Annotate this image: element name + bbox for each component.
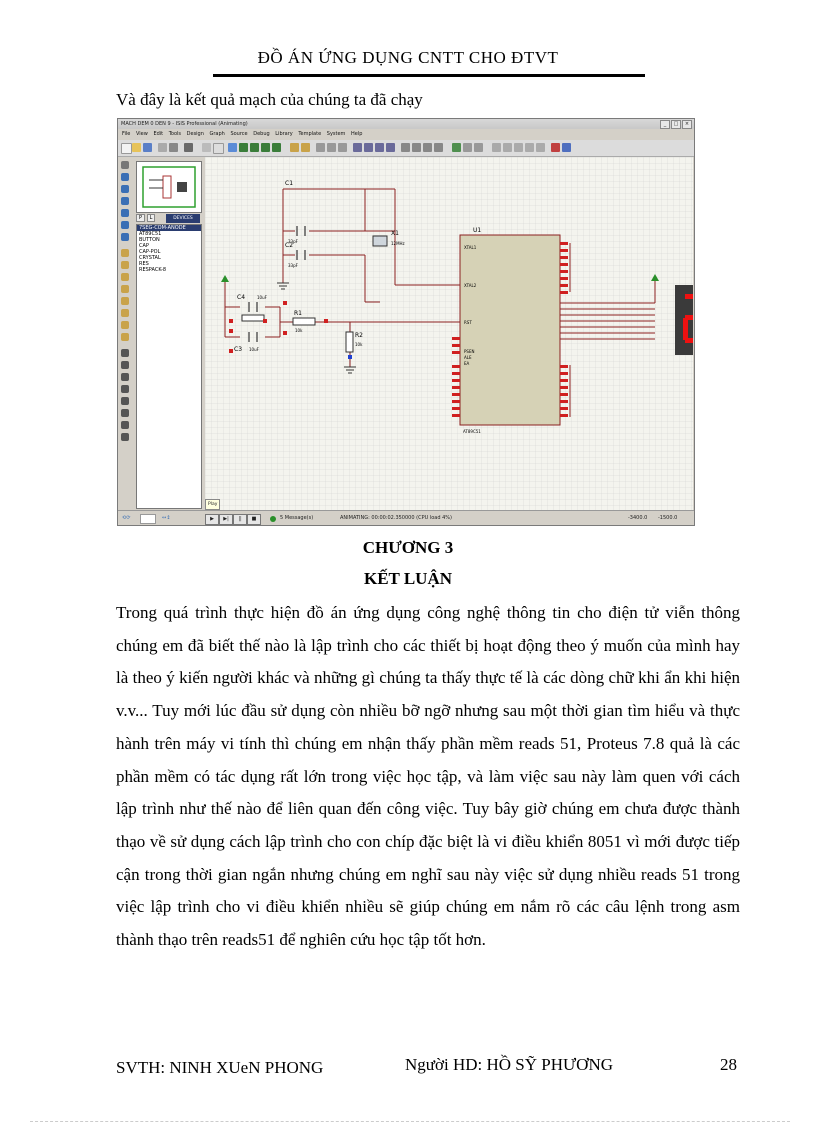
- goto-sheet-icon[interactable]: [514, 143, 523, 152]
- selection-mode-icon[interactable]: [121, 161, 129, 169]
- menu-system[interactable]: System: [326, 131, 346, 137]
- text-script-icon[interactable]: [121, 209, 129, 217]
- play-tooltip: Play: [205, 499, 220, 510]
- label-u1: U1: [473, 227, 482, 234]
- pin-xtal1: XTAL1: [464, 245, 477, 250]
- overview-preview[interactable]: [136, 161, 202, 213]
- message-count[interactable]: 5 Message(s): [280, 515, 314, 521]
- menu-source[interactable]: Source: [230, 131, 248, 137]
- graph-icon[interactable]: [121, 273, 129, 281]
- chapter-title: KẾT LUẬN: [363, 569, 452, 588]
- schematic-canvas[interactable]: [205, 157, 693, 510]
- device-item[interactable]: RESPACK-8: [139, 267, 167, 273]
- label-c2-value: 33pF: [288, 263, 298, 268]
- mirror-icons[interactable]: ↔↕: [162, 515, 171, 521]
- cursor-x: -3400.0: [628, 515, 648, 521]
- device-item[interactable]: CAP-POL: [139, 249, 161, 255]
- wire-autorouter-icon[interactable]: [452, 143, 461, 152]
- label-u1-part: AT89C51: [463, 429, 481, 434]
- pin-rst: RST: [464, 320, 472, 325]
- animation-status: ANIMATING: 00:00:02.350000 (CPU load 4%): [340, 515, 452, 521]
- new-sheet-icon[interactable]: [492, 143, 501, 152]
- menu-help[interactable]: Help: [351, 131, 363, 137]
- footer-student: SVTH: NINH XUeN PHONG: [116, 1058, 324, 1077]
- netlist-icon[interactable]: [536, 143, 545, 152]
- menu-design[interactable]: Design: [186, 131, 204, 137]
- label-r2: R2: [355, 332, 363, 339]
- subcircuit-icon[interactable]: [121, 233, 129, 241]
- footer-advisor: Người HD: HỒ SỸ PHƯƠNG: [405, 1055, 614, 1074]
- chapter-number: CHƯƠNG 3: [362, 538, 454, 557]
- close-icon[interactable]: ×: [682, 120, 692, 129]
- marker-icon[interactable]: [121, 433, 129, 441]
- device-pins-icon[interactable]: [121, 261, 129, 269]
- zoom-out-icon[interactable]: [250, 143, 259, 152]
- remove-sheet-icon[interactable]: [503, 143, 512, 152]
- pin-ea: EA: [464, 361, 470, 366]
- label-c3: C3: [234, 346, 243, 353]
- undo-icon[interactable]: [290, 143, 299, 152]
- cut-icon[interactable]: [316, 143, 325, 152]
- header-rule: [213, 74, 645, 77]
- virtual-instruments-icon[interactable]: [121, 333, 129, 341]
- menu-file[interactable]: File: [122, 131, 131, 137]
- figure-caption: Và đây là kết quả mạch của chúng ta đã chạy: [116, 90, 423, 109]
- rotate-icons[interactable]: ⟲⟳: [122, 515, 131, 521]
- stop-button[interactable]: ■: [247, 514, 261, 525]
- toolbar: [118, 140, 694, 157]
- bill-of-materials-icon[interactable]: [525, 143, 534, 152]
- wire-label-icon[interactable]: [121, 197, 129, 205]
- zoom-area-icon[interactable]: [272, 143, 281, 152]
- pan-icon[interactable]: [228, 143, 237, 152]
- cursor-y: -1500.0: [658, 515, 678, 521]
- block-copy-icon[interactable]: [353, 143, 362, 152]
- voltage-probe-icon[interactable]: [121, 309, 129, 317]
- device-list: [136, 224, 202, 509]
- device-item[interactable]: CRYSTAL: [139, 255, 161, 261]
- window-title: MACH DEM 0 DEN 9 - ISIS Professional (Animating): [121, 121, 248, 127]
- block-delete-icon[interactable]: [386, 143, 395, 152]
- device-item[interactable]: AT89C51: [139, 231, 162, 237]
- mode-toolbar: [119, 157, 131, 510]
- device-panel: [132, 157, 204, 510]
- open-icon[interactable]: [132, 143, 141, 152]
- generator-icon[interactable]: [121, 297, 129, 305]
- terminals-icon[interactable]: [121, 249, 129, 257]
- make-device-icon[interactable]: [412, 143, 421, 152]
- box-icon[interactable]: [121, 361, 129, 369]
- label-r1-value: 10k: [295, 328, 303, 333]
- design-explorer-icon[interactable]: [562, 143, 571, 152]
- pin-psen: PSEN: [464, 349, 475, 354]
- block-move-icon[interactable]: [364, 143, 373, 152]
- grid-icon[interactable]: [202, 143, 211, 152]
- pause-button[interactable]: ||: [233, 514, 247, 525]
- proteus-screenshot: [117, 118, 695, 526]
- block-rotate-icon[interactable]: [375, 143, 384, 152]
- menu-bar: [118, 129, 694, 139]
- symbol-icon[interactable]: [121, 421, 129, 429]
- text-icon[interactable]: [121, 409, 129, 417]
- window-titlebar: [118, 119, 694, 129]
- property-tool-icon[interactable]: [474, 143, 483, 152]
- angle-field[interactable]: [140, 514, 156, 524]
- decompose-icon[interactable]: [434, 143, 443, 152]
- label-x1-value: 12MHz: [391, 241, 405, 246]
- new-icon[interactable]: [121, 143, 132, 154]
- menu-template[interactable]: Template: [298, 131, 322, 137]
- redo-icon[interactable]: [301, 143, 310, 152]
- page-header-title: ĐỒ ÁN ỨNG DỤNG CNTT CHO ĐTVT: [257, 48, 559, 67]
- search-icon[interactable]: [463, 143, 472, 152]
- message-status-icon: [270, 516, 276, 522]
- import-icon[interactable]: [158, 143, 167, 152]
- menu-library[interactable]: Library: [275, 131, 293, 137]
- label-c3-value: 10uF: [249, 347, 259, 352]
- device-item[interactable]: RES: [139, 261, 149, 267]
- menu-tools[interactable]: Tools: [168, 131, 182, 137]
- schematic-drawing: [205, 157, 693, 510]
- circle-icon[interactable]: [121, 373, 129, 381]
- conclusion-paragraph: Trong quá trình thực hiện đồ án ứng dụng công nghệ thông tin cho điện tử viễn thông chúng em đã biết thế nào là lập trình cho các thiết bị hoạt động theo ý muốn của mình hay là theo ý kiến người khác và những gì chúng ta thấy thực tế là các dòng chữ khi ẩn khi hiện v.v... Tuy mới lúc đầu sử dụng còn nhiều bỡ ngỡ nhưng sau một thời gian tìm hiểu và thực hành trên máy vi tính thì chúng em nhận thấy phần mềm reads 51, Proteus 7.8 quả là các phần mềm có tác dụng rất lớn trong việc học tập, và làm việc sau này làm quen với cách lập trình như thế nào để liên quan đến công việc. Tuy bây giờ chúng em chưa được thành thạo về sử dụng cách lập trình cho con chíp đặc biệt là vi điều khiển 8051 vì mới được tiếp cận trong thời gian ngắn nhưng chúng em nghĩ sau này việc sử dụng nhiều reads 51 trong việc lập trình cho vi điều khiển nhiều sẽ giúp chúng em nắm rõ các câu lệnh trong asm thành thạo trên reads51 để nghiên cứu học tập tốt hơn.: [116, 603, 740, 950]
- device-item[interactable]: BUTTON: [139, 237, 160, 243]
- zoom-in-icon[interactable]: [239, 143, 248, 152]
- save-icon[interactable]: [143, 143, 152, 152]
- minimize-icon[interactable]: _: [660, 120, 670, 129]
- menu-edit[interactable]: Edit: [153, 131, 164, 137]
- component-mode-icon[interactable]: [121, 173, 129, 181]
- label-c1: C1: [285, 180, 294, 187]
- device-item[interactable]: 7SEG-COM-ANODE: [137, 225, 201, 231]
- step-button[interactable]: ▶|: [219, 514, 233, 525]
- play-button[interactable]: ▶: [205, 514, 219, 525]
- current-probe-icon[interactable]: [121, 321, 129, 329]
- export-icon[interactable]: [169, 143, 178, 152]
- pin-xtal2: XTAL2: [464, 283, 477, 288]
- devices-header: DEVICES: [166, 214, 200, 223]
- print-icon[interactable]: [184, 143, 193, 152]
- label-c4: C4: [237, 294, 246, 301]
- arc-icon[interactable]: [121, 385, 129, 393]
- pin-ale: ALE: [464, 355, 472, 360]
- tab-p[interactable]: P: [136, 214, 145, 222]
- label-r1: R1: [294, 310, 302, 317]
- buses-icon[interactable]: [121, 221, 129, 229]
- package-tool-icon[interactable]: [423, 143, 432, 152]
- label-x1: X1: [391, 230, 399, 237]
- tape-recorder-icon[interactable]: [121, 285, 129, 293]
- tab-l[interactable]: L: [147, 214, 156, 222]
- page-number: 28: [720, 1055, 737, 1074]
- origin-icon[interactable]: [213, 143, 224, 154]
- page-bottom-rule: [30, 1121, 790, 1122]
- path-icon[interactable]: [121, 397, 129, 405]
- pick-device-icon[interactable]: [401, 143, 410, 152]
- zoom-all-icon[interactable]: [261, 143, 270, 152]
- menu-graph[interactable]: Graph: [209, 131, 225, 137]
- menu-debug[interactable]: Debug: [253, 131, 270, 137]
- device-item[interactable]: CAP: [139, 243, 149, 249]
- paste-icon[interactable]: [338, 143, 347, 152]
- label-c4-value: 10uF: [257, 295, 267, 300]
- ares-icon[interactable]: [551, 143, 560, 152]
- maximize-icon[interactable]: □: [671, 120, 681, 129]
- label-c2: C2: [285, 242, 294, 249]
- line-icon[interactable]: [121, 349, 129, 357]
- status-bar: [118, 502, 694, 526]
- label-r2-value: 10k: [355, 342, 363, 347]
- junction-dot-icon[interactable]: [121, 185, 129, 193]
- menu-view[interactable]: View: [135, 131, 148, 137]
- copy-icon[interactable]: [327, 143, 336, 152]
- preview-thumbnail: [137, 162, 201, 212]
- label-c1-value: 33pF: [288, 239, 298, 244]
